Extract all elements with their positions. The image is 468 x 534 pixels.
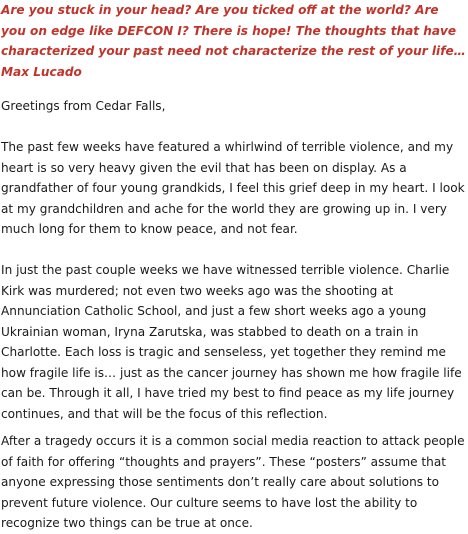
paragraph-1: The past few weeks have featured a whirlwind of terrible violence, and my heart is so very heavy given the evil that has been on display. As a grandfather of four young grandkids, I feel this grief deep in my heart. I look at my grandchildren and ache for the world they are growing up in. I very much long for them to know peace, and not fear. (1, 140, 465, 236)
spacer (1, 424, 467, 431)
greeting: Greetings from Cedar Falls, (1, 99, 166, 113)
opening-quote: Are you stuck in your head? Are you ticked off at the world? Are you on edge like DEFCON I? There is hope! The thoughts that have characterized your past need not characterize the rest of your life… Max Lucado (1, 3, 466, 79)
spacer (1, 240, 467, 261)
paragraph-3: After a tragedy occurs it is a common social media reaction to attack people of faith for offering “thoughts and prayers”. These “posters” assume that anyone expressing those sentiments don’t really care about solutions to prevent future violence. Our culture seems to have lost the ability to recognize two things can be true at once. (1, 434, 465, 530)
spacer (1, 82, 467, 96)
paragraph-2: In just the past couple weeks we have witnessed terrible violence. Charlie Kirk was murdered; not even two weeks ago was the shooting at Annunciation Catholic School, and just a few short weeks ago a young Ukrainian woman, Iryna Zarutska, was stabbed to death on a train in Charlotte. Each loss is tragic and senseless, yet together they remind me how fragile life is… just as the cancer journey has shown me how fragile life can be. Through it all, I have tried my best to find peace as my life journey continues, and that will be the focus of this reflection. (1, 263, 462, 421)
document-body (1, 0, 467, 534)
spacer (1, 117, 467, 138)
